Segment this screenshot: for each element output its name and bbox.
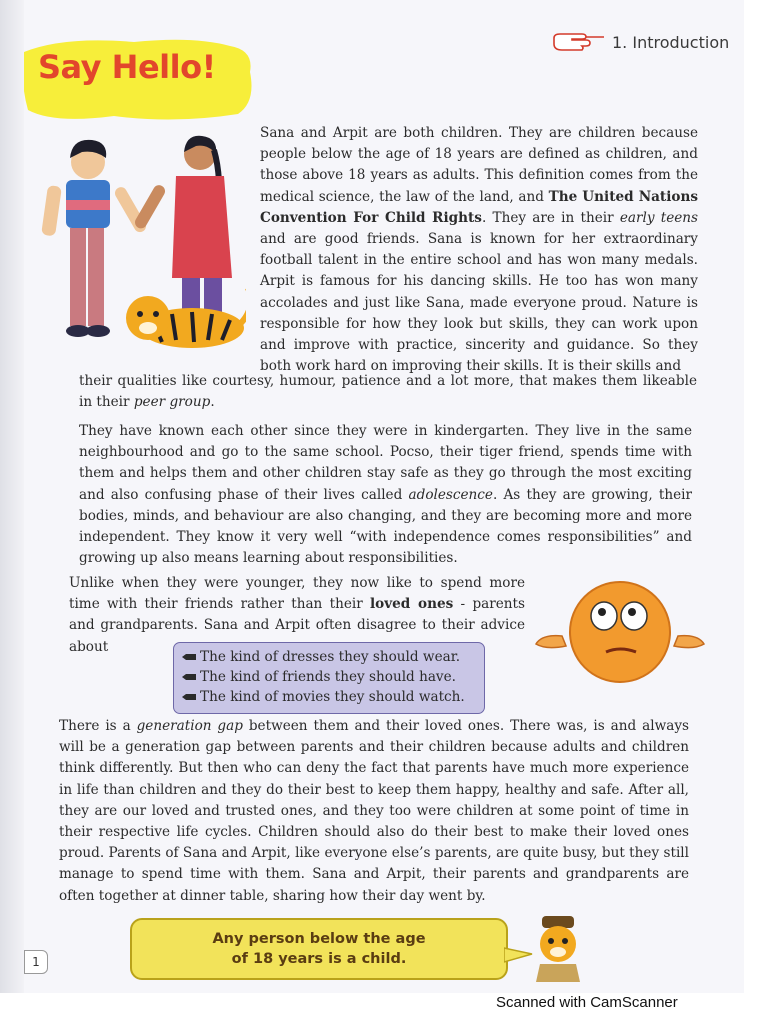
italic-term: adolescence [408,486,493,503]
textbook-page [24,0,744,993]
paragraph-2 [79,421,692,569]
title-highlight [24,32,256,124]
advice-topics-box [173,642,485,714]
page-edge [0,0,24,993]
pencil-bullet-icon [182,693,196,701]
text-run: Sana and Arpit are both children. They are children because people below the age of 18 years are defined as children, and those above 18 years as adults. This definition comes from the medical science, the law of the land, and [260,125,698,205]
text-run: . They are in their [481,209,620,226]
list-item [182,647,484,667]
text-run: Unlike when they were younger, they now like to spend more time with their friends rather than their [69,575,525,613]
scanner-watermark: Scanned with CamScanner [496,994,678,1011]
paragraph-1-part-b [79,371,697,413]
paragraph-4 [59,716,689,907]
bullet-text: The kind of dresses they should wear. [200,649,461,665]
italic-term: early teens [619,209,699,226]
list-item [182,667,484,687]
pencil-bullet-icon [182,653,196,661]
bold-term: loved ones [370,596,454,613]
bullet-text: The kind of movies they should watch. [200,689,465,705]
text-run: . [210,394,215,411]
bullet-text: The kind of friends they should have. [200,669,456,685]
pointing-hand-icon [552,30,606,54]
text-run: between them and their loved ones. There was, is and always will be a generation gap between parents and their children because adults and children think differently. But then who can deny the fact that parents have much more experience in life than children and they do their best to keep them happy, healthy and safe. After all, they are our loved and trusted ones, and they too were children at some point of time in their respective life cycles. Children should also do their best to make their loved ones proud. Parents of Sana and Arpit, like everyone else’s parents, are quite busy, but they still manage to spend time with them. Sana and Arpit, their parents and grandparents are often together at dinner table, sharing how their day went by. [59,718,689,904]
text-run: . As they are growing, their bodies, minds, and behaviour are also changing, and they are becoming more and more independent. They know it very well “with independence comes responsibilities” and growing up also means learning about responsibilities. [79,486,693,567]
callout-line-2: of 18 years is a child. [231,951,407,967]
callout-line-1: Any person below the age [212,931,426,947]
text-run: and are good friends. Sana is known for her extraordinary football talent in the entire school and has won many medals. Arpit is famous for his dancing skills. He too has won many accolades and just like Sana, made everyone proud. Nature is responsible for how they look but skills, they can work upon and improve with practice, sincerity and guidance. So they both work hard on improving their skills. It is their skills and [260,231,698,375]
page-title: Say Hello! [38,48,216,86]
bold-term: The United Nations Convention For Child Rights [260,188,698,226]
pencil-bullet-icon [182,673,196,681]
confused-emoji-illustration [532,576,708,688]
text-run: - parents and grandparents. Sana and Arpit often disagree to their advice about [69,596,525,655]
section-header [552,30,729,54]
tiger-police-illustration [528,914,588,982]
italic-term: generation gap [136,718,243,734]
callout-box [130,918,508,980]
text-run: their qualities like courtesy, humour, patience and a lot more, that makes them likeable in their [79,373,697,411]
page-number: 1 [24,950,48,974]
italic-term: peer group [133,394,211,411]
section-title: 1. Introduction [612,32,730,52]
list-item [182,687,484,707]
text-run: There is a [59,718,137,734]
sana-arpit-illustration [36,128,246,373]
text-run: They have known each other since they were in kindergarten. They live in the same neighbourhood and go to the same school. Pocso, their tiger friend, spends time with them and helps them and other children stay safe as they go through the most exciting and also confusing phase of their lives called [79,423,692,503]
paragraph-1-part-a [260,123,698,377]
